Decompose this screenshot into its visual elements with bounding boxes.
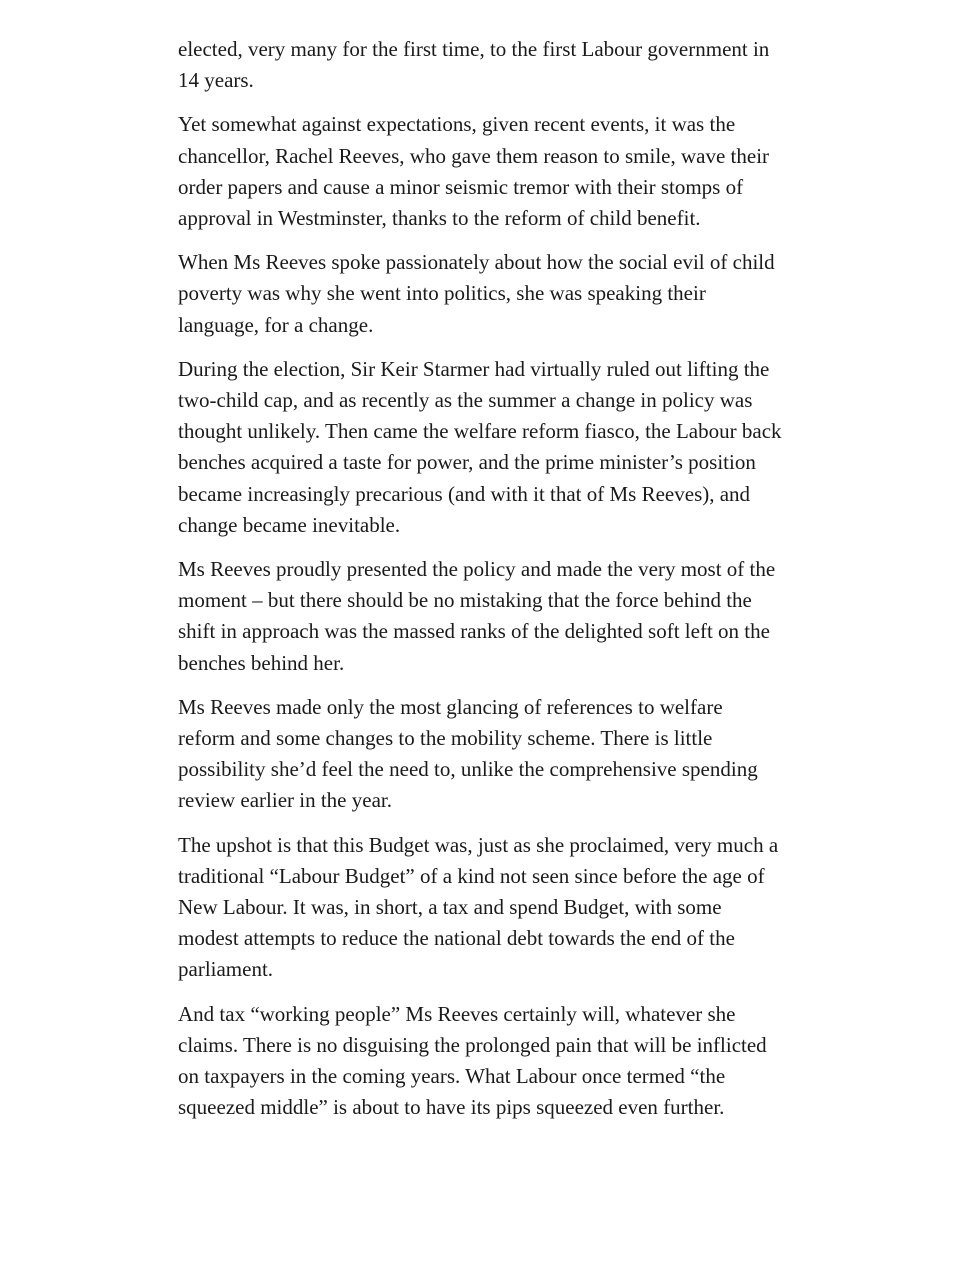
article-paragraph-2: Yet somewhat against expectations, given recent events, it was the chancellor, Rachel Reeves, who gave them reason to smile, wave their order papers and cause a minor seismic tremor with their stomps of approval in Westminster, thanks to the reform of child benefit. xyxy=(178,112,770,231)
article-paragraph-5: Ms Reeves proudly presented the policy and made the very most of the moment – but there should be no mistaking that the force behind the shift in approach was the massed ranks of the delighted soft left on the benches behind her. xyxy=(178,557,776,675)
article-paragraph-1: elected, very many for the first time, to the first Labour government in 14 years. xyxy=(178,37,770,93)
article-paragraph-8: And tax “working people” Ms Reeves certainly will, whatever she claims. There is no disguising the prolonged pain that will be inflicted on taxpayers in the coming years. What Labour once termed “the squeezed middle” is about to have its pips squeezed even further. xyxy=(178,1001,767,1120)
article-paragraph-3: When Ms Reeves spoke passionately about how the social evil of child poverty was why she went into politics, she was speaking their language, for a change. xyxy=(178,250,775,337)
article-paragraph-7: The upshot is that this Budget was, just as she proclaimed, very much a traditional “Labour Budget” of a kind not seen since before the age of New Labour. It was, in short, a tax and spend Budget, with some modest attempts to reduce the national debt towards the end of the parliament. xyxy=(178,832,779,982)
article-body xyxy=(178,34,784,1137)
article-paragraph-6: Ms Reeves made only the most glancing of references to welfare reform and some changes to the mobility scheme. There is little possibility she’d feel the need to, unlike the comprehensive spending review earlier in the year. xyxy=(178,694,758,813)
article-paragraph-4: During the election, Sir Keir Starmer had virtually ruled out lifting the two-child cap, and as recently as the summer a change in policy was thought unlikely. Then came the welfare reform fiasco, the Labour back benches acquired a taste for power, and the prime minister’s position became increasingly precarious (and with it that of Ms Reeves), and change became inevitable. xyxy=(178,356,782,537)
